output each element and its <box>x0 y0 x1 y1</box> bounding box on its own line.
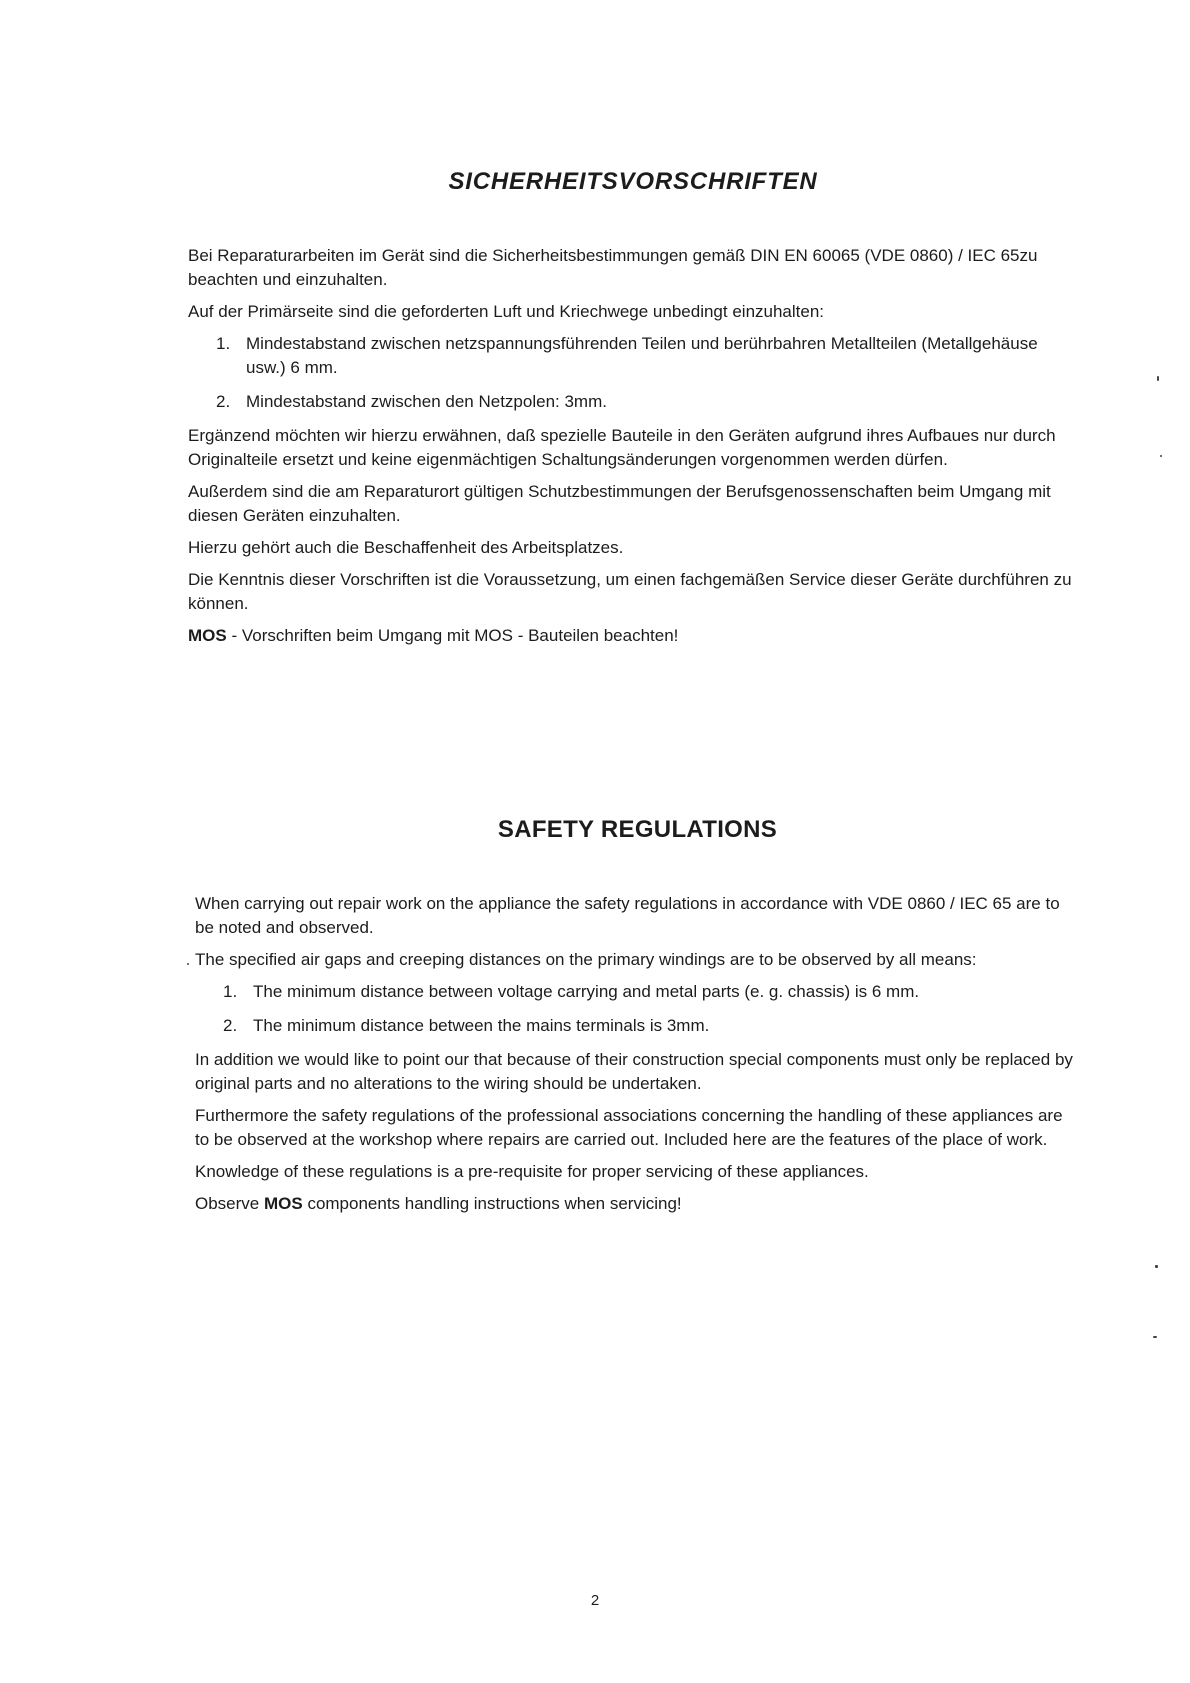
scan-speck <box>1153 1336 1157 1338</box>
scan-speck <box>1157 376 1159 381</box>
german-paragraph-5: Hierzu gehört auch die Beschaffenheit des Arbeitsplatzes. <box>188 538 624 557</box>
german-list-item <box>188 390 1078 414</box>
german-section <box>188 168 1078 656</box>
english-list-item <box>195 1014 1080 1038</box>
german-paragraph-2: Auf der Primärseite sind die geforderten Luft und Kriechwege unbedingt einzuhalten: <box>188 302 825 321</box>
english-title: SAFETY REGULATIONS <box>497 816 778 843</box>
german-paragraph-6: Die Kenntnis dieser Vorschriften ist die Voraussetzung, um einen fachgemäßen Service dieser Geräte durchführen zu können. <box>188 570 1072 613</box>
english-observe-note <box>195 1192 1080 1216</box>
scan-speck <box>187 963 189 965</box>
mos-label: MOS <box>263 1194 303 1213</box>
list-text: The minimum distance between the mains terminals is 3mm. <box>253 1016 710 1035</box>
german-list-item <box>188 332 1078 380</box>
scan-speck <box>1155 1265 1158 1268</box>
list-number: 2. <box>223 1016 238 1035</box>
english-paragraph-3: In addition we would like to point our that because of their construction special components must only be replaced by original parts and no alterations to the wiring should be undertaken. <box>195 1050 1073 1093</box>
mos-note-text: - Vorschriften beim Umgang mit MOS - Bauteilen beachten! <box>226 626 679 645</box>
observe-suffix: components handling instructions when servicing! <box>302 1194 682 1213</box>
english-paragraph-4: Furthermore the safety regulations of the professional associations concerning the handling of these appliances are to be observed at the workshop where repairs are carried out. Included here are the features of the place of work. <box>195 1106 1063 1149</box>
scan-speck <box>1160 455 1162 457</box>
page-number: 2 <box>590 1592 600 1609</box>
observe-prefix: Observe <box>195 1194 264 1213</box>
english-list-item <box>195 980 1080 1004</box>
list-number: 2. <box>216 392 231 411</box>
english-paragraph-5: Knowledge of these regulations is a pre-requisite for proper servicing of these appliances. <box>195 1162 869 1181</box>
german-title: SICHERHEITSVORSCHRIFTEN <box>448 168 818 195</box>
english-paragraph-2: The specified air gaps and creeping distances on the primary windings are to be observed by all means: <box>195 950 977 969</box>
german-mos-note <box>188 624 1078 648</box>
list-number: 1. <box>223 982 238 1001</box>
list-number: 1. <box>216 334 231 353</box>
list-text: Mindestabstand zwischen netzspannungsführenden Teilen und berührbahren Metallteilen (Metallgehäuse usw.) 6 mm. <box>246 334 1038 377</box>
list-text: Mindestabstand zwischen den Netzpolen: 3mm. <box>246 392 607 411</box>
german-paragraph-1: Bei Reparaturarbeiten im Gerät sind die Sicherheitsbestimmungen gemäß DIN EN 60065 (VDE 0860) / IEC 65zu beachten und einzuhalten. <box>188 246 1038 289</box>
english-list <box>195 980 1080 1038</box>
english-section <box>195 816 1080 1224</box>
german-paragraph-4: Außerdem sind die am Reparaturort gültigen Schutzbestimmungen der Berufsgenossenschaften beim Umgang mit diesen Geräten einzuhalten. <box>188 482 1051 525</box>
mos-label: MOS <box>188 626 227 645</box>
german-list <box>188 332 1078 414</box>
english-paragraph-1: When carrying out repair work on the appliance the safety regulations in accordance with VDE 0860 / IEC 65 are to be noted and observed. <box>195 894 1060 937</box>
list-text: The minimum distance between voltage carrying and metal parts (e. g. chassis) is 6 mm. <box>253 982 920 1001</box>
german-paragraph-3: Ergänzend möchten wir hierzu erwähnen, daß spezielle Bauteile in den Geräten aufgrund ihres Aufbaues nur durch Originalteile ersetzt und keine eigenmächtigen Schaltungsänderungen vorgenommen werden dürfen. <box>188 426 1056 469</box>
